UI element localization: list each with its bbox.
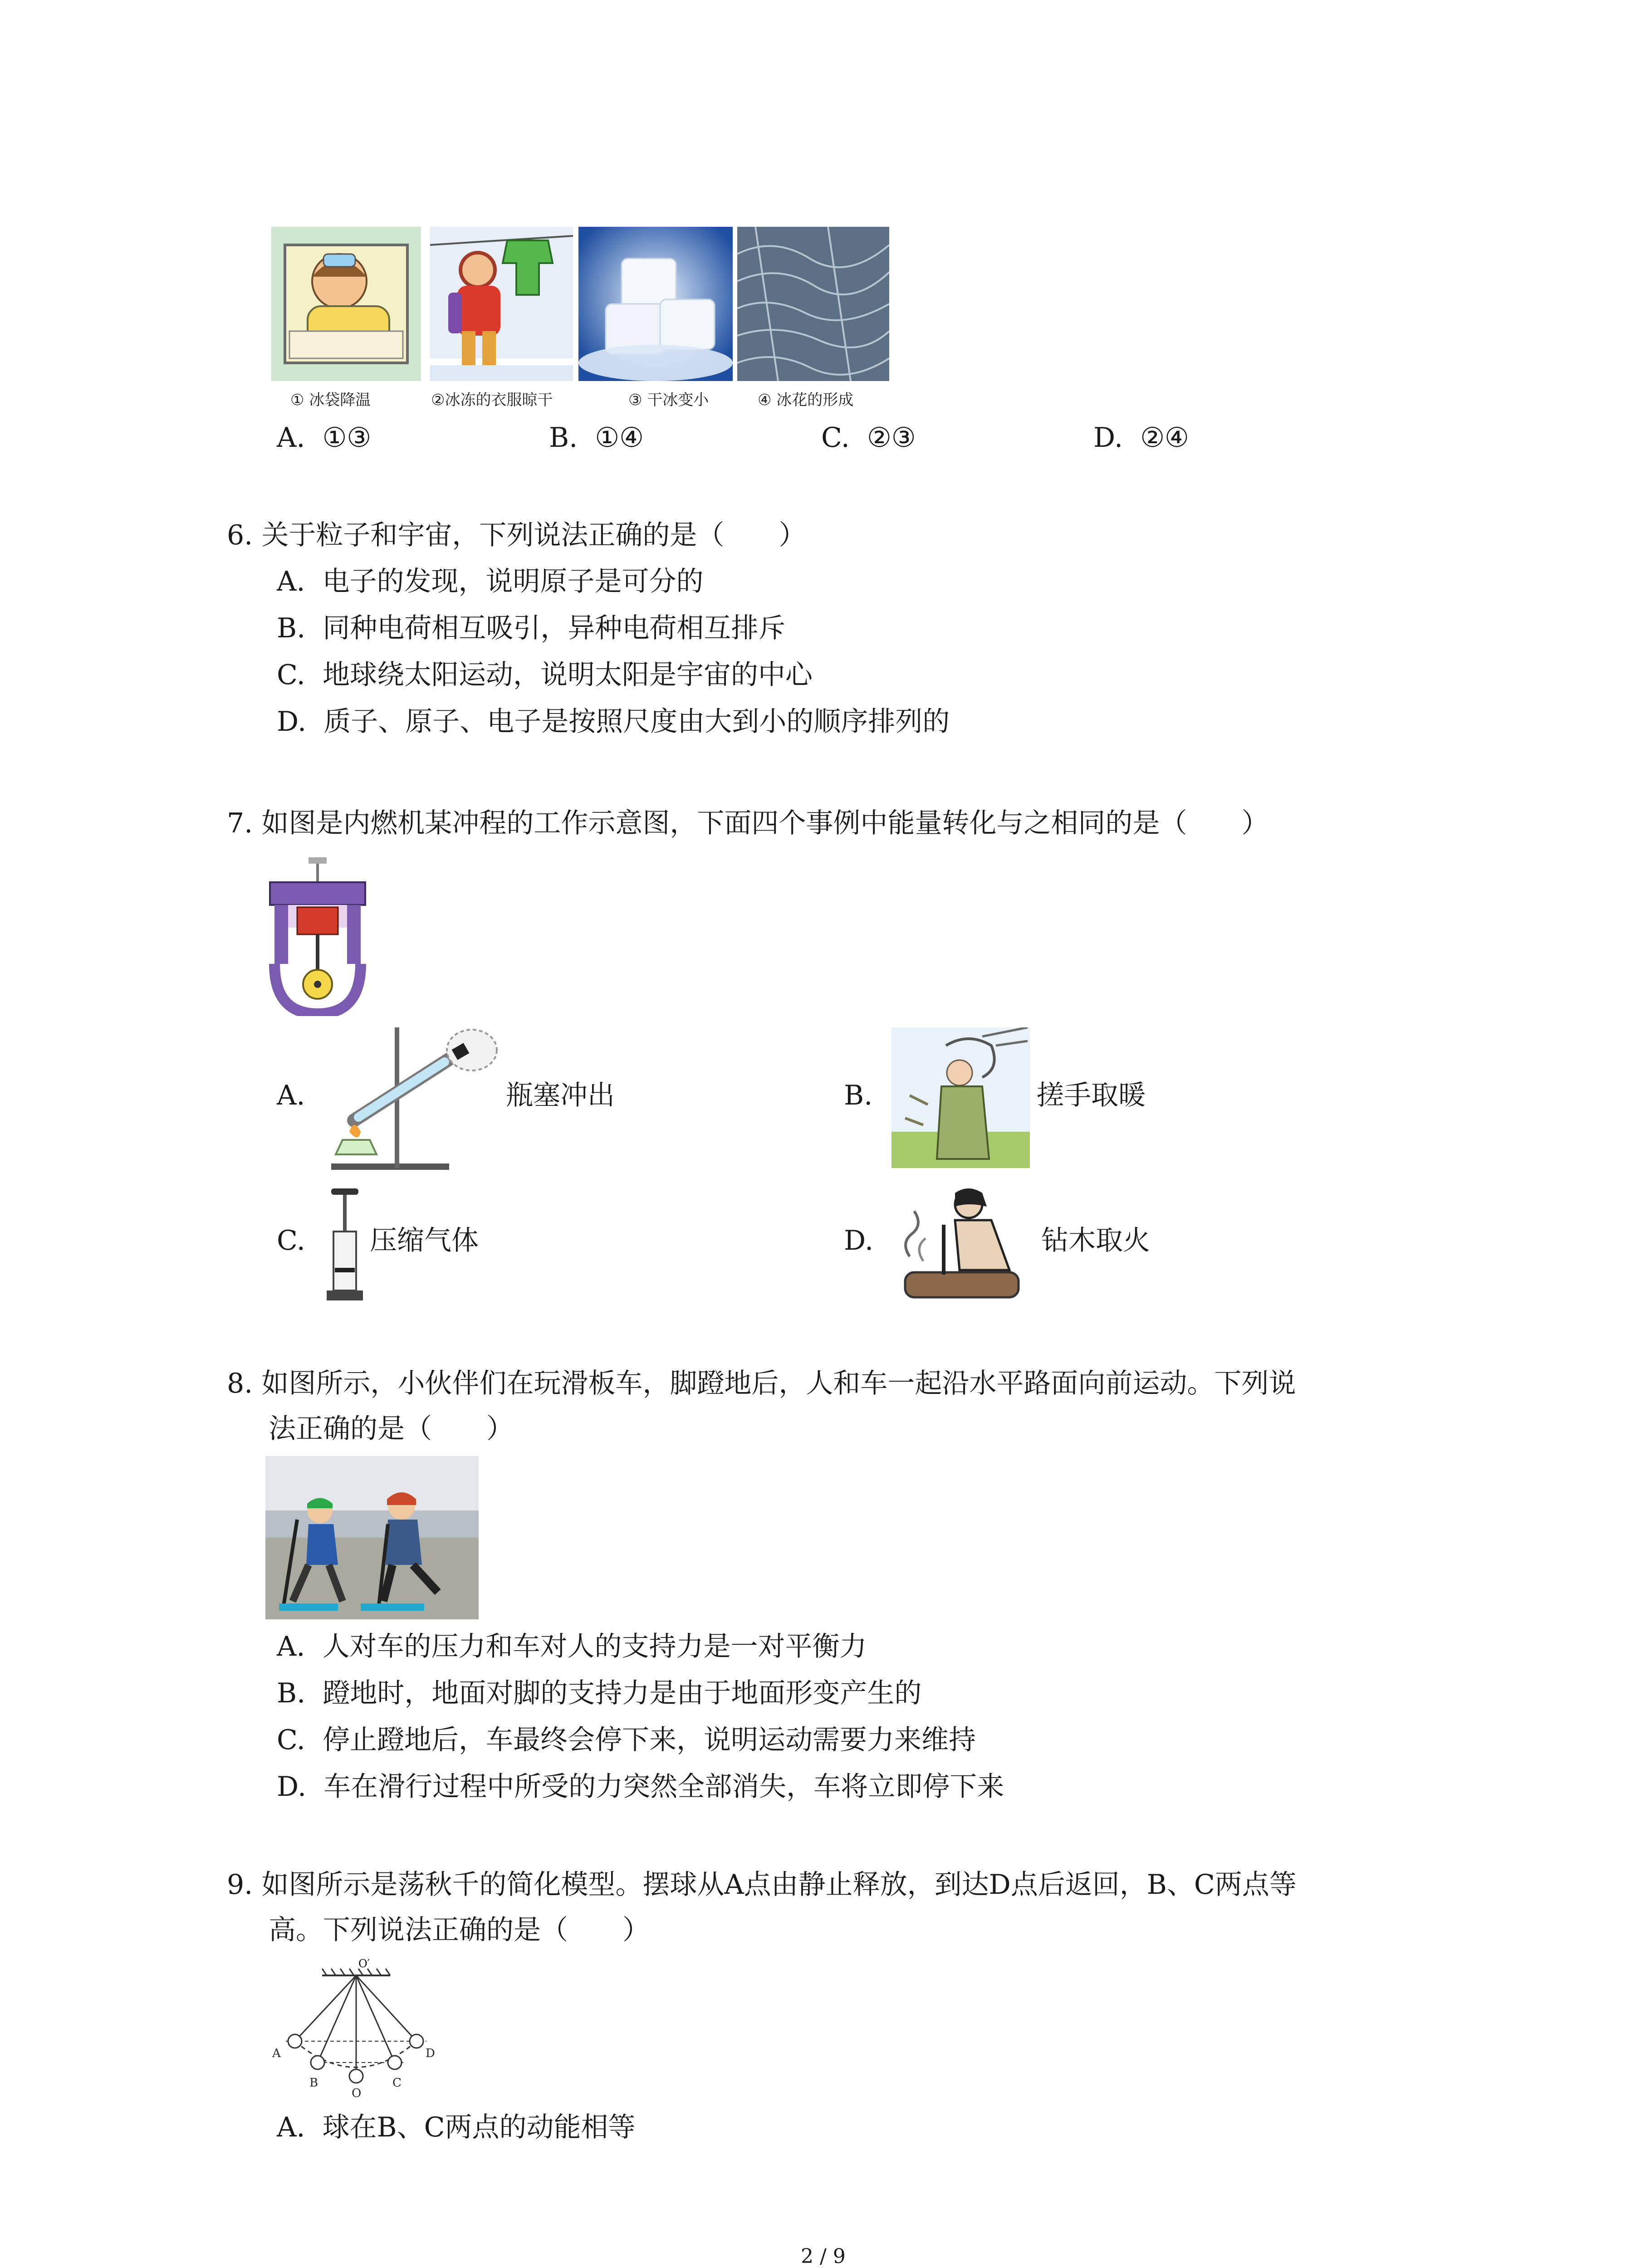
label-o-prime: O′ (358, 1957, 370, 1970)
option-letter: A. (277, 2112, 305, 2143)
question-number: 9. (227, 1869, 253, 1901)
option-letter: B. (277, 612, 306, 644)
swing-model-diagram (268, 1957, 449, 2102)
option-letter: A. (277, 1631, 305, 1662)
test-tube-stopper-image (318, 1018, 499, 1177)
q7-option-b-letter: B. (844, 1080, 873, 1111)
drill-wood-fire-image (892, 1184, 1041, 1306)
q8-option-b (277, 1675, 921, 1711)
option-text: ②③ (867, 422, 916, 454)
option-letter: C. (277, 1724, 305, 1756)
q6-option-a (277, 563, 704, 600)
question-number: 6. (227, 519, 253, 551)
ice-flower-image (737, 227, 889, 381)
question-text: 如图所示是荡秋千的简化模型。摆球从A点由静止释放，到达D点后返回，B、C两点等 (261, 1869, 1297, 1901)
label-c: C (392, 2076, 402, 2090)
q9-option-a (277, 2109, 636, 2146)
label-a: A (272, 2047, 281, 2060)
page-number: 2 / 9 (801, 2245, 846, 2268)
option-text: 电子的发现，说明原子是可分的 (322, 566, 704, 597)
question-8-stem-line1 (227, 1365, 1296, 1402)
q7-option-c-letter: C. (277, 1225, 305, 1256)
option-text: ②④ (1140, 422, 1189, 454)
q6-option-d (277, 704, 950, 740)
caption-3: ③ 干冰变小 (628, 391, 709, 409)
q5-option-c (821, 420, 916, 456)
q7-option-b-text: 搓手取暖 (1037, 1080, 1146, 1111)
option-text: 地球绕太阳运动，说明太阳是宇宙的中心 (323, 659, 813, 691)
label-o: O (352, 2087, 362, 2100)
q5-option-b (549, 420, 644, 456)
q7-option-c-text: 压缩气体 (370, 1225, 479, 1256)
question-text: 如图是内燃机某冲程的工作示意图，下面四个事例中能量转化与之相同的是（ ） (261, 807, 1269, 839)
option-text: 人对车的压力和车对人的支持力是一对平衡力 (322, 1631, 867, 1662)
option-text: 球在B、C两点的动能相等 (322, 2112, 636, 2143)
option-text: 质子、原子、电子是按照尺度由大到小的顺序排列的 (323, 706, 950, 738)
engine-stroke-diagram (265, 855, 370, 1016)
q7-option-d-letter: D. (844, 1225, 874, 1256)
question-9-stem-line2: 高。下列说法正确的是（ ） (269, 1914, 650, 1946)
option-text: 同种电荷相互吸引，异种电荷相互排斥 (323, 612, 786, 644)
question-9-stem-line1 (227, 1867, 1297, 1903)
caption-2: ②冰冻的衣服晾干 (431, 391, 553, 409)
option-letter: C. (277, 659, 305, 691)
question-text: 关于粒子和宇宙，下列说法正确的是（ ） (261, 519, 806, 551)
option-letter: B. (549, 422, 578, 454)
q8-option-c (277, 1722, 976, 1758)
question-number: 8. (227, 1368, 253, 1399)
q6-option-c (277, 657, 813, 693)
caption-4: ④ 冰花的形成 (758, 391, 854, 409)
option-letter: B. (277, 1677, 306, 1709)
option-letter: A. (277, 422, 305, 454)
air-pump-image (322, 1186, 367, 1304)
question-6-stem (227, 517, 806, 553)
option-letter: D. (277, 706, 307, 738)
option-letter: D. (277, 1771, 307, 1803)
caption-1: ① 冰袋降温 (290, 391, 371, 409)
q5-option-a (277, 420, 371, 456)
scooter-kids-photo (265, 1456, 479, 1619)
q8-option-a (277, 1628, 867, 1665)
q7-option-a-letter: A. (277, 1080, 305, 1111)
option-text: 车在滑行过程中所受的力突然全部消失，车将立即停下来 (323, 1771, 1004, 1803)
frozen-clothes-image (430, 227, 573, 381)
option-text: ①③ (322, 422, 372, 454)
option-text: 蹬地时，地面对脚的支持力是由于地面形变产生的 (323, 1677, 922, 1709)
option-text: 停止蹬地后，车最终会停下来，说明运动需要力来维持 (323, 1724, 976, 1756)
option-letter: A. (277, 566, 305, 597)
q7-option-d-text: 钻木取火 (1041, 1225, 1150, 1256)
label-b: B (309, 2076, 318, 2090)
question-number: 7. (227, 807, 253, 839)
label-d: D (426, 2047, 435, 2060)
q8-option-d (277, 1769, 1004, 1805)
question-7-stem (227, 805, 1269, 841)
rubbing-hands-image (892, 1027, 1030, 1168)
q5-option-d (1093, 420, 1189, 456)
question-8-stem-line2: 法正确的是（ ） (269, 1413, 514, 1445)
ice-pack-image (271, 227, 421, 381)
option-letter: C. (821, 422, 850, 454)
dry-ice-image (578, 227, 733, 381)
question-text: 如图所示，小伙伴们在玩滑板车，脚蹬地后，人和车一起沿水平路面向前运动。下列说 (261, 1368, 1296, 1399)
q6-option-b (277, 610, 785, 646)
option-letter: D. (1093, 422, 1123, 454)
q7-option-a-text: 瓶塞冲出 (506, 1080, 615, 1111)
option-text: ①④ (595, 422, 644, 454)
